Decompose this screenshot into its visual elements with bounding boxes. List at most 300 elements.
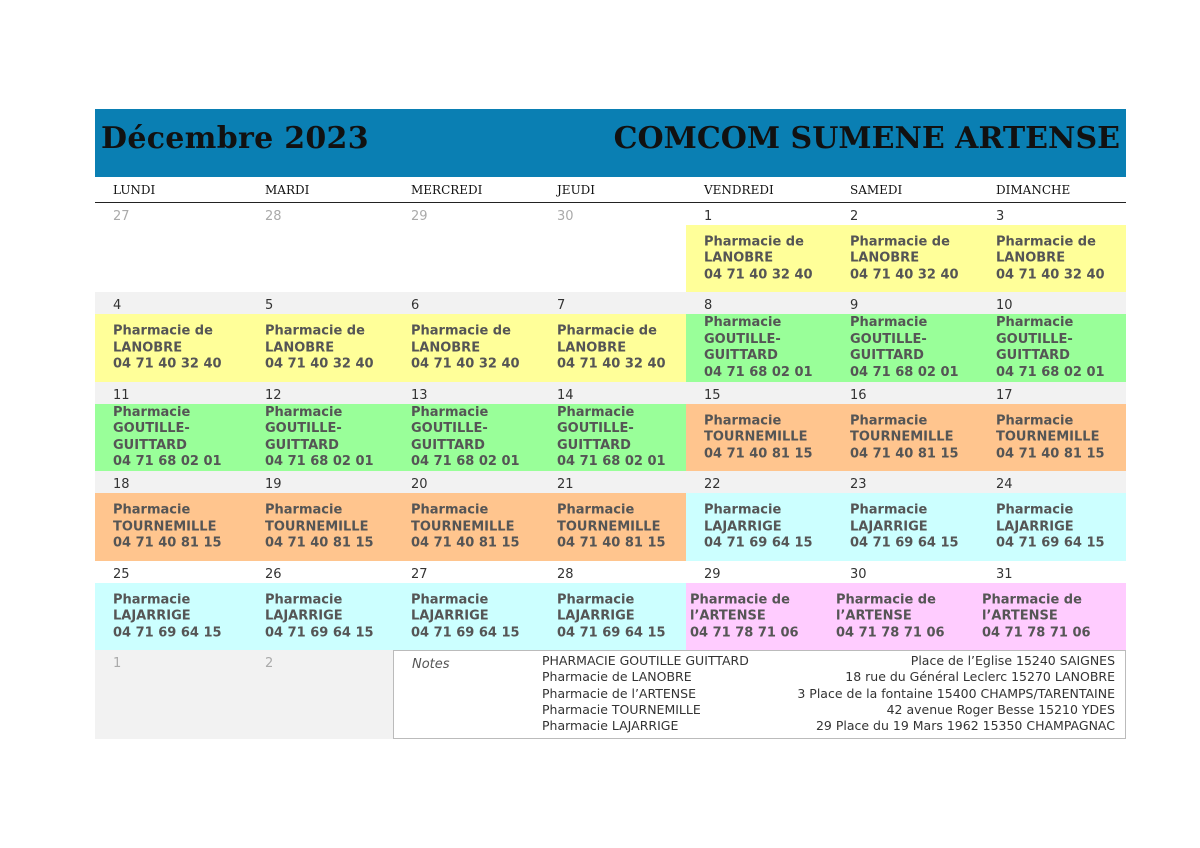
day-cell [393, 292, 539, 382]
pharmacy-phone: 04 71 40 81 15 [704, 445, 813, 461]
pharmacy-phone: 04 71 40 81 15 [996, 445, 1105, 461]
day-cell [95, 203, 247, 292]
notes-pharmacy-address: 18 rue du Général Leclerc 15270 LANOBRE [845, 669, 1115, 685]
pharmacy-info [557, 323, 666, 373]
pharmacy-info [704, 315, 813, 381]
pharmacy-info [265, 405, 374, 471]
duty-pharmacy [393, 404, 539, 471]
day-number-text: 28 [265, 209, 282, 224]
day-number [686, 471, 832, 493]
day-number [95, 203, 247, 225]
day-cell [539, 471, 686, 561]
pharmacy-name-line: l’ARTENSE [836, 608, 912, 624]
notes-pharmacy-address: 29 Place du 19 Mars 1962 15350 CHAMPAGNAC [815, 718, 1115, 734]
pharmacy-name-line: LAJARRIGE [996, 518, 1074, 534]
day-number-text: 17 [996, 388, 1013, 403]
pharmacy-info [557, 405, 666, 471]
day-cell [978, 561, 1126, 650]
notes-pharmacy-address: Place de l’Eglise 15240 SAIGNES [910, 653, 1115, 668]
area-title: COMCOM SUMENE ARTENSE [613, 121, 1120, 156]
pharmacy-phone: 04 71 40 32 40 [557, 356, 666, 372]
pharmacy-name-line: Pharmacie [265, 502, 343, 518]
day-number [247, 292, 393, 314]
pharmacy-name-line: Pharmacie [704, 412, 782, 428]
duty-pharmacy [539, 404, 686, 471]
day-number-text: 13 [411, 388, 428, 403]
day-number [686, 292, 832, 314]
pharmacy-info [690, 592, 799, 642]
day-number [832, 382, 978, 404]
week-row [95, 203, 1126, 292]
day-number [95, 382, 247, 404]
pharmacy-name-line: Pharmacie [411, 591, 489, 607]
trailing-row [95, 650, 1126, 739]
notes-entry [542, 669, 1115, 685]
day-number-text: 1 [704, 209, 713, 224]
pharmacy-name-line: GUITTARD [557, 437, 631, 453]
day-cell [393, 471, 539, 561]
day-number-text: 19 [265, 477, 282, 492]
day-number-text: 30 [557, 209, 574, 224]
pharmacy-name-line: TOURNEMILLE [411, 518, 515, 534]
day-number-text: 7 [557, 298, 566, 313]
day-number [832, 561, 978, 583]
pharmacy-name-line: GOUTILLE- [113, 421, 190, 436]
day-cell [247, 292, 393, 382]
day-number [393, 292, 539, 314]
duty-pharmacy [686, 225, 832, 292]
pharmacy-name-line: LANOBRE [996, 250, 1066, 266]
day-number [978, 561, 1126, 583]
day-cell [832, 382, 978, 471]
day-number [978, 471, 1126, 493]
pharmacy-phone: 04 71 68 02 01 [411, 454, 520, 469]
pharmacy-name-line: GOUTILLE- [411, 421, 488, 436]
duty-pharmacy [247, 314, 393, 382]
duty-pharmacy [95, 493, 247, 561]
day-cell [247, 471, 393, 561]
pharmacy-phone: 04 71 40 32 40 [113, 356, 222, 372]
day-cell [978, 203, 1126, 292]
pharmacy-phone: 04 71 40 32 40 [411, 356, 520, 372]
notes-entry [542, 718, 1115, 734]
pharmacy-name-line: Pharmacie [996, 412, 1074, 428]
day-number-text: 22 [704, 477, 721, 492]
day-number [686, 561, 832, 583]
pharmacy-name-line: Pharmacie [265, 591, 343, 607]
day-number [978, 382, 1126, 404]
week-row [95, 471, 1126, 561]
duty-pharmacy [832, 225, 978, 292]
pharmacy-phone: 04 71 40 81 15 [113, 535, 222, 551]
day-number [95, 471, 247, 493]
pharmacy-name-line: GOUTILLE- [996, 331, 1073, 347]
pharmacy-info [996, 315, 1105, 381]
day-number-text: 24 [996, 477, 1013, 492]
notes-pharmacy-address: 42 avenue Roger Besse 15210 YDES [886, 701, 1115, 717]
weekday-label: MERCREDI [411, 183, 483, 197]
pharmacy-info [850, 315, 959, 381]
pharmacy-name-line: Pharmacie [850, 315, 928, 330]
day-cell [832, 471, 978, 561]
day-number [247, 471, 393, 493]
day-number [539, 471, 686, 493]
day-cell [539, 292, 686, 382]
duty-pharmacy [393, 493, 539, 561]
day-number [393, 382, 539, 404]
duty-pharmacy [393, 314, 539, 382]
pharmacy-name-line: LANOBRE [411, 339, 481, 355]
pharmacy-name-line: TOURNEMILLE [996, 429, 1100, 445]
pharmacy-name-line: Pharmacie [113, 502, 191, 518]
pharmacy-name-line: TOURNEMILLE [850, 429, 954, 445]
pharmacy-name-line: Pharmacie de [996, 233, 1096, 249]
pharmacy-phone: 04 71 40 32 40 [996, 266, 1105, 282]
day-number-text: 14 [557, 388, 574, 403]
duty-pharmacy [393, 225, 539, 292]
day-number-text: 25 [113, 567, 130, 582]
day-number-text: 18 [113, 477, 130, 492]
pharmacy-info [113, 592, 222, 642]
pharmacy-phone: 04 71 68 02 01 [850, 364, 959, 380]
duty-pharmacy [95, 314, 247, 382]
pharmacy-name-line: Pharmacie de [836, 591, 936, 607]
day-number [247, 561, 393, 583]
trailing-day-number: 1 [113, 656, 122, 671]
pharmacy-phone: 04 71 78 71 06 [982, 624, 1091, 640]
pharmacy-name-line: Pharmacie de [690, 591, 790, 607]
pharmacy-phone: 04 71 78 71 06 [690, 624, 799, 640]
duty-pharmacy [393, 583, 539, 650]
pharmacy-info [996, 413, 1105, 463]
pharmacy-name-line: LAJARRIGE [704, 518, 782, 534]
pharmacy-info [836, 592, 945, 642]
duty-pharmacy [686, 314, 832, 382]
pharmacy-info [113, 502, 222, 552]
day-cell [247, 203, 393, 292]
pharmacy-name-line: l’ARTENSE [982, 608, 1058, 624]
day-number [393, 561, 539, 583]
calendar-grid [95, 203, 1126, 650]
pharmacy-name-line: Pharmacie [850, 502, 928, 518]
pharmacy-name-line: TOURNEMILLE [557, 518, 661, 534]
day-number-text: 20 [411, 477, 428, 492]
pharmacy-phone: 04 71 40 81 15 [265, 535, 374, 551]
week-row [95, 382, 1126, 471]
pharmacy-name-line: GUITTARD [996, 348, 1070, 363]
day-cell [832, 292, 978, 382]
pharmacy-name-line: GOUTILLE- [850, 331, 927, 347]
pharmacy-info [996, 502, 1105, 552]
pharmacy-phone: 04 71 68 02 01 [265, 454, 374, 469]
day-cell [539, 382, 686, 471]
day-cell [393, 561, 539, 650]
duty-pharmacy [832, 314, 978, 382]
pharmacy-name-line: TOURNEMILLE [113, 518, 217, 534]
pharmacy-phone: 04 71 69 64 15 [704, 535, 813, 551]
day-number-text: 30 [850, 567, 867, 582]
day-cell [686, 292, 832, 382]
pharmacy-info [557, 502, 666, 552]
week-row [95, 292, 1126, 382]
day-number-text: 10 [996, 298, 1013, 313]
pharmacy-name-line: Pharmacie de [982, 591, 1082, 607]
pharmacy-name-line: LANOBRE [113, 339, 183, 355]
pharmacy-phone: 04 71 69 64 15 [113, 624, 222, 640]
day-cell [393, 382, 539, 471]
pharmacy-name-line: Pharmacie [996, 315, 1074, 330]
day-number [95, 561, 247, 583]
pharmacy-name-line: LANOBRE [557, 339, 627, 355]
day-number-text: 29 [704, 567, 721, 582]
notes-pharmacy-name: Pharmacie de l’ARTENSE [542, 685, 696, 701]
day-number [247, 203, 393, 225]
notes-pharmacy-name: Pharmacie LAJARRIGE [542, 718, 679, 734]
duty-pharmacy [978, 225, 1126, 292]
weekday-label: VENDREDI [704, 183, 774, 197]
month-title: Décembre 2023 [101, 121, 369, 156]
pharmacy-phone: 04 71 69 64 15 [850, 535, 959, 551]
duty-pharmacy [247, 583, 393, 650]
pharmacy-name-line: LAJARRIGE [113, 608, 191, 624]
day-number [539, 203, 686, 225]
day-cell [686, 471, 832, 561]
day-cell [539, 203, 686, 292]
pharmacy-name-line: Pharmacie [557, 591, 635, 607]
week-row [95, 561, 1126, 650]
day-number-text: 28 [557, 567, 574, 582]
duty-pharmacy [539, 225, 686, 292]
day-number [686, 203, 832, 225]
pharmacy-name-line: Pharmacie [557, 404, 635, 420]
pharmacy-name-line: Pharmacie [557, 502, 635, 518]
pharmacy-info [850, 234, 959, 284]
day-cell [95, 561, 247, 650]
pharmacy-name-line: LANOBRE [265, 339, 335, 355]
pharmacy-phone: 04 71 68 02 01 [704, 364, 813, 380]
pharmacy-name-line: Pharmacie [113, 591, 191, 607]
duty-pharmacy [978, 314, 1126, 382]
pharmacy-name-line: GUITTARD [113, 437, 187, 453]
calendar-banner [95, 109, 1126, 177]
day-cell [832, 203, 978, 292]
day-number-text: 2 [850, 209, 859, 224]
day-cell [686, 203, 832, 292]
day-number-text: 12 [265, 388, 282, 403]
pharmacy-info [265, 592, 374, 642]
duty-pharmacy [539, 314, 686, 382]
weekday-label: MARDI [265, 183, 310, 197]
duty-pharmacy [978, 493, 1126, 561]
day-number-text: 4 [113, 298, 122, 313]
pharmacy-info [704, 502, 813, 552]
pharmacy-info [411, 405, 520, 471]
day-cell [95, 382, 247, 471]
duty-pharmacy [539, 493, 686, 561]
day-cell [95, 471, 247, 561]
day-number [978, 203, 1126, 225]
day-cell [95, 292, 247, 382]
pharmacy-phone: 04 71 40 81 15 [411, 535, 520, 551]
pharmacy-info [982, 592, 1091, 642]
pharmacy-phone: 04 71 78 71 06 [836, 624, 945, 640]
day-number [832, 292, 978, 314]
day-cell [686, 561, 832, 650]
day-cell [247, 561, 393, 650]
day-cell [832, 561, 978, 650]
pharmacy-info [113, 323, 222, 373]
duty-pharmacy [832, 583, 978, 650]
trailing-days-area [95, 650, 393, 739]
duty-pharmacy [978, 404, 1126, 471]
pharmacy-name-line: TOURNEMILLE [704, 429, 808, 445]
pharmacy-name-line: GUITTARD [265, 437, 339, 453]
pharmacy-name-line: Pharmacie [704, 502, 782, 518]
day-number-text: 16 [850, 388, 867, 403]
pharmacy-phone: 04 71 68 02 01 [557, 454, 666, 469]
day-number-text: 15 [704, 388, 721, 403]
pharmacy-name-line: TOURNEMILLE [265, 518, 369, 534]
day-number [686, 382, 832, 404]
weekday-label: LUNDI [113, 183, 156, 197]
trailing-day-number: 2 [265, 656, 274, 671]
day-number-text: 11 [113, 388, 130, 403]
day-number-text: 27 [411, 567, 428, 582]
pharmacy-name-line: LAJARRIGE [411, 608, 489, 624]
pharmacy-name-line: GOUTILLE- [704, 331, 781, 347]
pharmacy-name-line: LAJARRIGE [265, 608, 343, 624]
duty-pharmacy [832, 404, 978, 471]
pharmacy-name-line: GUITTARD [850, 348, 924, 363]
calendar [95, 109, 1126, 739]
day-number-text: 23 [850, 477, 867, 492]
day-number [95, 292, 247, 314]
pharmacy-info [411, 323, 520, 373]
day-number [393, 203, 539, 225]
pharmacy-name-line: GUITTARD [411, 437, 485, 453]
duty-pharmacy [978, 583, 1126, 650]
day-cell [247, 382, 393, 471]
weekday-header [95, 177, 1126, 203]
day-number-text: 9 [850, 298, 859, 313]
day-cell [686, 382, 832, 471]
day-number [247, 382, 393, 404]
duty-pharmacy [247, 404, 393, 471]
notes-pharmacy-address: 3 Place de la fontaine 15400 CHAMPS/TARENTAINE [797, 685, 1115, 701]
day-number [832, 203, 978, 225]
pharmacy-name-line: Pharmacie de [557, 323, 657, 339]
pharmacy-info [704, 234, 813, 284]
day-cell [393, 203, 539, 292]
duty-pharmacy [686, 404, 832, 471]
day-number-text: 8 [704, 298, 713, 313]
pharmacy-phone: 04 71 68 02 01 [113, 454, 222, 469]
pharmacy-phone: 04 71 69 64 15 [265, 624, 374, 640]
day-number [978, 292, 1126, 314]
day-number-text: 29 [411, 209, 428, 224]
pharmacy-info [265, 502, 374, 552]
pharmacy-info [704, 413, 813, 463]
weekday-label: JEUDI [557, 183, 596, 197]
day-number-text: 21 [557, 477, 574, 492]
day-number-text: 6 [411, 298, 420, 313]
pharmacy-info [557, 592, 666, 642]
pharmacy-phone: 04 71 40 32 40 [704, 266, 813, 282]
day-number [539, 292, 686, 314]
pharmacy-phone: 04 71 40 32 40 [850, 266, 959, 282]
duty-pharmacy [247, 493, 393, 561]
notes-pharmacy-name: Pharmacie de LANOBRE [542, 669, 692, 685]
day-cell [978, 471, 1126, 561]
pharmacy-info [411, 502, 520, 552]
notes-entry [542, 653, 1115, 669]
weekday-label: SAMEDI [850, 183, 903, 197]
day-number [539, 561, 686, 583]
duty-pharmacy [95, 583, 247, 650]
pharmacy-phone: 04 71 40 81 15 [557, 535, 666, 551]
pharmacy-name-line: LANOBRE [704, 250, 774, 266]
day-number-text: 3 [996, 209, 1005, 224]
day-number-text: 27 [113, 209, 130, 224]
pharmacy-name-line: Pharmacie [113, 404, 191, 420]
day-number [539, 382, 686, 404]
day-number-text: 5 [265, 298, 274, 313]
day-number [393, 471, 539, 493]
duty-pharmacy [686, 493, 832, 561]
day-number-text: 31 [996, 567, 1013, 582]
pharmacy-info [411, 592, 520, 642]
pharmacy-name-line: GUITTARD [704, 348, 778, 363]
pharmacy-phone: 04 71 69 64 15 [411, 624, 520, 640]
notes-pharmacy-name: Pharmacie TOURNEMILLE [542, 701, 701, 717]
pharmacy-name-line: Pharmacie de [704, 233, 804, 249]
notes-box [393, 650, 1126, 739]
pharmacy-name-line: Pharmacie de [411, 323, 511, 339]
pharmacy-name-line: Pharmacie de [265, 323, 365, 339]
day-cell [539, 561, 686, 650]
duty-pharmacy [539, 583, 686, 650]
pharmacy-name-line: GOUTILLE- [265, 421, 342, 436]
pharmacy-phone: 04 71 40 81 15 [850, 445, 959, 461]
pharmacy-name-line: l’ARTENSE [690, 608, 766, 624]
duty-pharmacy [247, 225, 393, 292]
day-cell [978, 382, 1126, 471]
pharmacy-name-line: Pharmacie [411, 502, 489, 518]
pharmacy-name-line: Pharmacie [265, 404, 343, 420]
pharmacy-name-line: Pharmacie de [113, 323, 213, 339]
pharmacy-name-line: Pharmacie [411, 404, 489, 420]
notes-entry [542, 702, 1115, 718]
pharmacy-name-line: Pharmacie [996, 502, 1074, 518]
pharmacy-name-line: Pharmacie [704, 315, 782, 330]
pharmacy-phone: 04 71 69 64 15 [996, 535, 1105, 551]
pharmacy-info [850, 413, 959, 463]
duty-pharmacy [686, 583, 832, 650]
pharmacy-name-line: LAJARRIGE [850, 518, 928, 534]
pharmacy-name-line: LANOBRE [850, 250, 920, 266]
notes-pharmacy-name: PHARMACIE GOUTILLE GUITTARD [542, 653, 749, 668]
pharmacy-info [996, 234, 1105, 284]
notes-label: Notes [412, 657, 450, 672]
pharmacy-phone: 04 71 40 32 40 [265, 356, 374, 372]
duty-pharmacy [95, 225, 247, 292]
day-number-text: 26 [265, 567, 282, 582]
pharmacy-phone: 04 71 68 02 01 [996, 364, 1105, 380]
pharmacy-info [850, 502, 959, 552]
pharmacy-name-line: Pharmacie de [850, 233, 950, 249]
pharmacy-info [113, 405, 222, 471]
pharmacy-name-line: Pharmacie [850, 412, 928, 428]
